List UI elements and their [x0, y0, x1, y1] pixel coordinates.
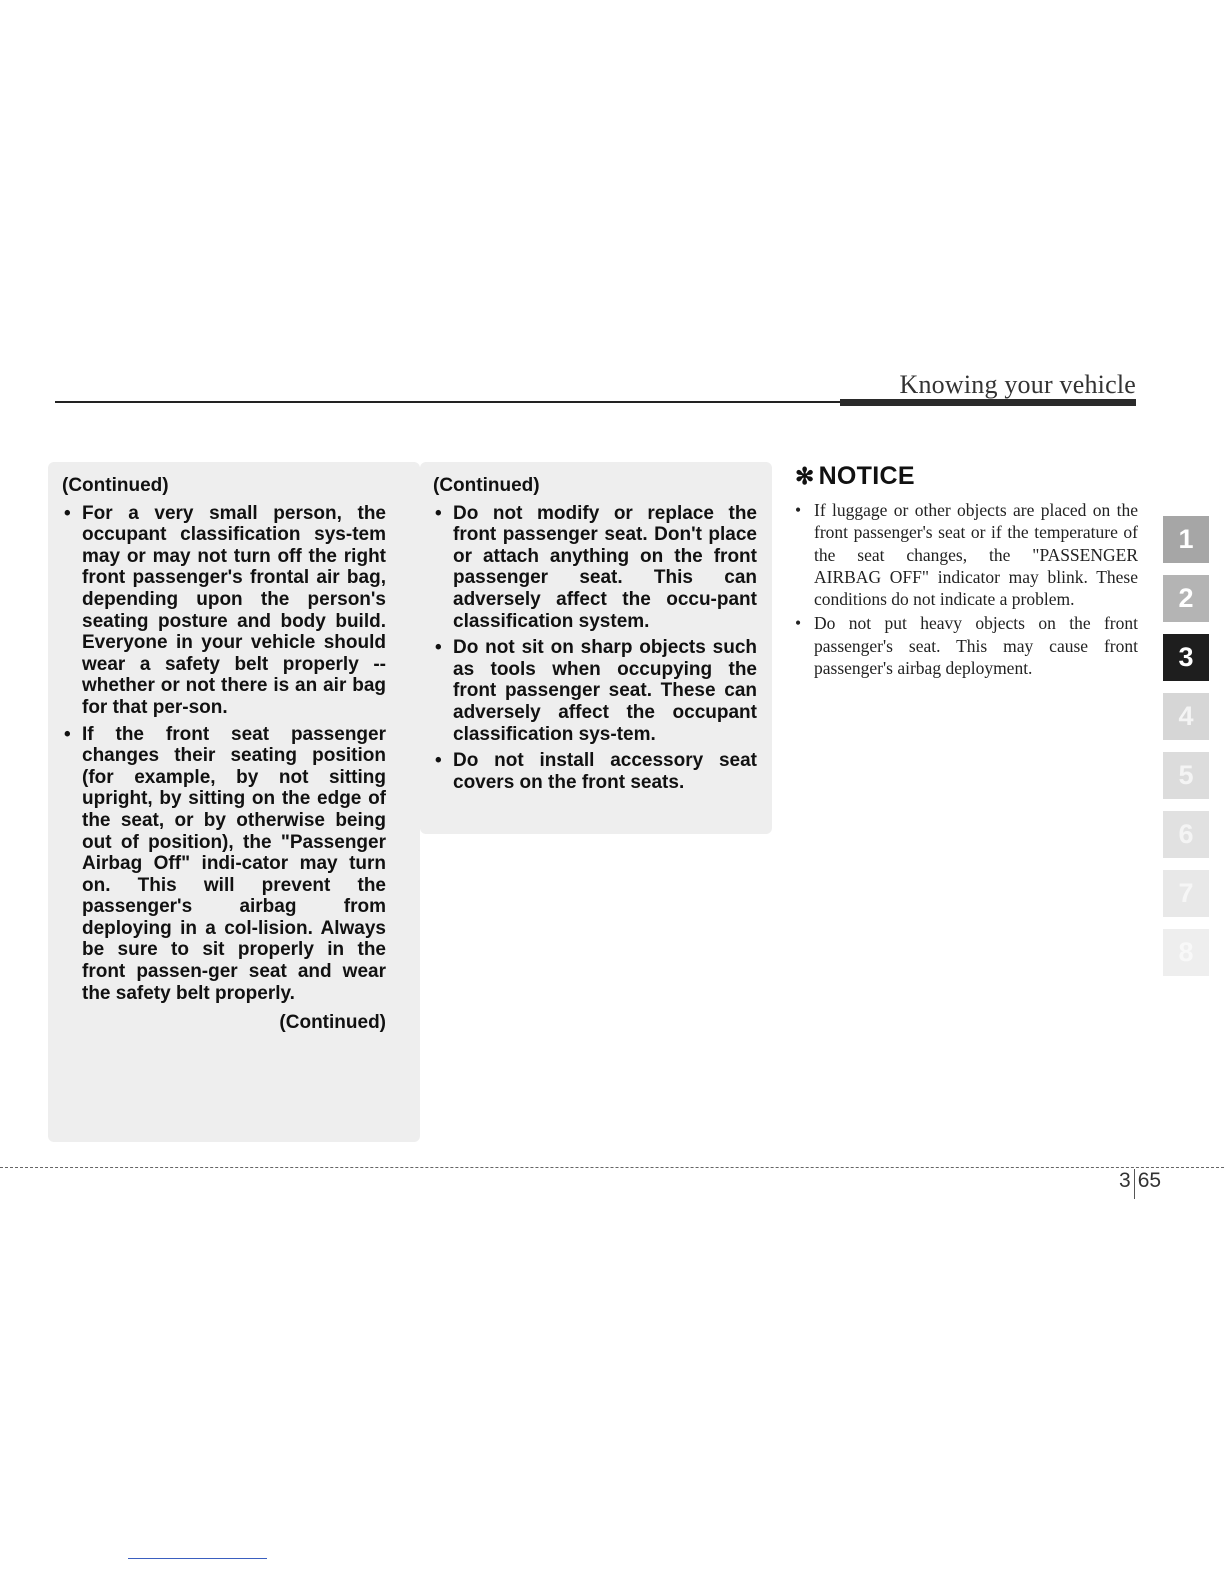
- chapter-tab-7[interactable]: 7: [1163, 870, 1209, 917]
- chapter-tab-2[interactable]: 2: [1163, 575, 1209, 622]
- list-item: • Do not sit on sharp objects such as tools when occupying the front passenger seat. These can adversely affect the occupant classification sys-tem.: [433, 637, 757, 745]
- list-item: • Do not modify or replace the front passenger seat. Don't place or attach anything on the front passenger seat. This can adversely affect the occu-pant classification system.: [433, 503, 757, 633]
- notice-box: [795, 462, 1138, 681]
- chapter-tab-1[interactable]: 1: [1163, 516, 1209, 563]
- chapter-tab-4[interactable]: 4: [1163, 693, 1209, 740]
- running-header-title: Knowing your vehicle: [899, 370, 1136, 399]
- list-item: • For a very small person, the occupant classification sys-tem may or may not turn off the right front passenger's frontal air bag, depending upon the person's seating posture and body build. Everyone in your vehicle should wear a safety belt properly -- whether or not there is an air bag for that per-son.: [62, 503, 386, 719]
- column-1-bullets: [62, 503, 386, 1005]
- chapter-tabs: [1163, 516, 1209, 988]
- bottom-mark: [128, 1558, 267, 1559]
- list-item: • Do not install accessory seat covers on the front seats.: [433, 750, 757, 793]
- column-1: [62, 475, 386, 1053]
- list-item: • Do not put heavy objects on the front passenger's seat. This may cause front passenger's airbag deployment.: [795, 612, 1138, 679]
- page-number: [1119, 1169, 1161, 1199]
- notice-title-text: NOTICE: [818, 462, 915, 490]
- chapter-tab-5[interactable]: 5: [1163, 752, 1209, 799]
- footer-rule: [0, 1167, 1224, 1168]
- continued-label: (Continued): [433, 475, 540, 496]
- list-item: • If luggage or other objects are placed on the front passenger's seat or if the temperature of the seat changes, the "PASSENGER AIRBAG OFF" indicator may blink. These conditions do not indicate a problem.: [795, 499, 1138, 610]
- header-rule-accent: [840, 399, 1136, 406]
- continued-label: (Continued): [62, 475, 169, 496]
- chapter-tab-3[interactable]: 3: [1163, 634, 1209, 681]
- page-chapter: 3: [1119, 1169, 1131, 1192]
- chapter-tab-6[interactable]: 6: [1163, 811, 1209, 858]
- list-item: • If the front seat passenger changes their seating position (for example, by not sitting upright, by sitting on the edge of the seat, or by otherwise being out of position), the "Passenger Airbag Off" indi-cator may turn on. This will prevent the passenger's airbag from deploying in a col-lision. Always be sure to sit properly in the front passen-ger seat and wear the safety belt properly.: [62, 724, 386, 1005]
- notice-star-icon: ✻: [795, 463, 815, 489]
- chapter-tab-8[interactable]: 8: [1163, 929, 1209, 976]
- continued-footer: (Continued): [279, 1012, 386, 1034]
- column-2: [433, 475, 757, 798]
- notice-title: [795, 462, 1138, 491]
- page-index: 65: [1137, 1169, 1162, 1192]
- page-number-separator: [1134, 1169, 1135, 1199]
- notice-bullets: [795, 499, 1138, 679]
- column-2-bullets: [433, 503, 757, 794]
